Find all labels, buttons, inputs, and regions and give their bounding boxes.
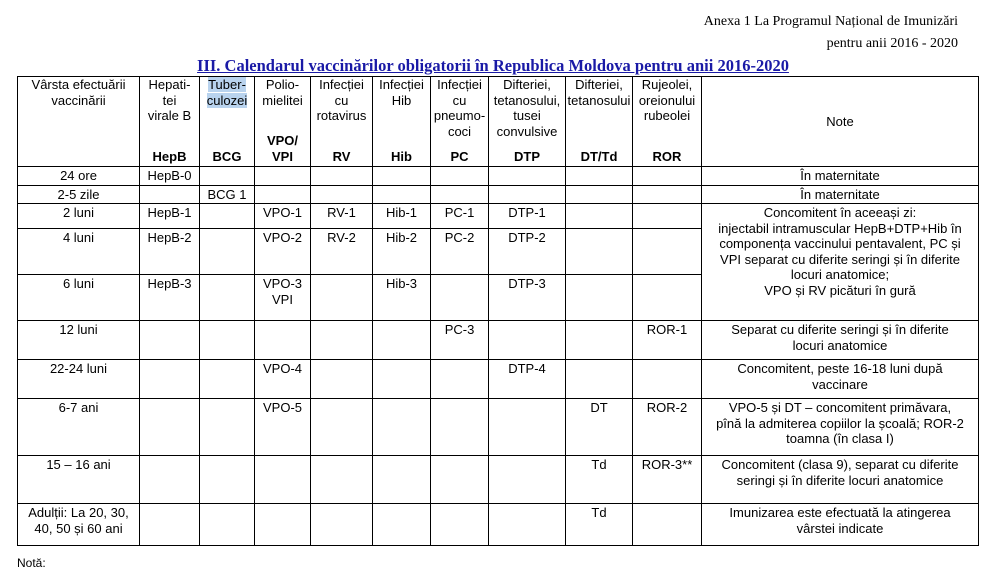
note-line: Concomitent (clasa 9), separat cu diferite [721,457,959,472]
cell-pc: PC-2 [431,229,489,275]
cell-empty [633,229,702,275]
cell-dtp: DTP-2 [489,229,566,275]
cell-empty [200,456,255,504]
note-line: componența vaccinului pentavalent, PC și [719,236,961,251]
note-line: Imunizarea este efectuată la atingerea [729,505,951,520]
note-line: pînă la admiterea copiilor la școală; ROR-2 [716,415,964,431]
cell-hepb: HepB-0 [140,167,200,186]
header-rv-l1: Infecției [319,77,364,92]
cell-note: În maternitate [702,167,979,186]
cell-empty [489,167,566,186]
cell-empty [489,185,566,204]
header-dtp-l3: tusei [513,108,541,123]
header-hib-l2: Hib [391,92,412,108]
header-pc-l1: Infecției [437,77,482,92]
table-row [18,204,979,229]
header-vpo-l1: Polio- [265,77,300,92]
cell-dtp: DTP-1 [489,204,566,229]
header-dttd-l1: Difteriei, [575,77,623,92]
annex-reference [704,11,958,55]
header-ror-l2: oreionului [638,92,696,108]
cell-empty [633,167,702,186]
cell-empty [431,504,489,546]
note-line: Separat cu diferite seringi și în diferite [731,322,949,337]
cell-empty [633,185,702,204]
table-row [18,167,979,186]
cell-note-infant-combined [702,204,979,321]
note-line: injectabil intramuscular HepB+DTP+Hib în [718,220,962,236]
header-ror-l1: Rujeolei, [641,77,693,92]
cell-age-line1: Adulții: La 20, 30, [28,505,129,520]
header-bcg-l2: culozei [206,92,248,108]
table-row [18,399,979,456]
cell-empty [373,504,431,546]
cell-empty [200,399,255,456]
cell-empty [140,360,200,399]
cell-dtp: DTP-3 [489,275,566,321]
cell-empty [200,275,255,321]
cell-empty [566,229,633,275]
cell-note [702,399,979,456]
cell-empty [373,399,431,456]
note-line: vârstei indicate [796,520,884,536]
header-dtp-l2: tetanosului, [493,92,561,108]
cell-empty [311,275,373,321]
cell-empty [311,185,373,204]
cell-age-line2: 40, 50 și 60 ani [34,520,123,536]
cell-empty [566,167,633,186]
header-age-label: Vârsta efectuării vaccinării [31,77,126,108]
cell-empty [431,456,489,504]
cell-empty [200,229,255,275]
table-row [18,185,979,204]
cell-age: 6 luni [18,275,140,321]
header-hepb-l1: Hepati- [148,77,191,92]
header-ror-l3: rubeolei [643,108,691,123]
cell-empty [255,456,311,504]
cell-vpo-line1: VPO-3 [262,276,302,291]
cell-empty [489,321,566,360]
table-row [18,321,979,360]
note-line: locuri anatomice; [790,267,890,282]
header-dtp-abbr: DTP [514,148,540,164]
cell-empty [431,185,489,204]
header-ror-abbr: ROR [652,148,682,164]
cell-hib: Hib-1 [373,204,431,229]
cell-empty [140,504,200,546]
cell-empty [140,456,200,504]
cell-empty [633,360,702,399]
header-rv-l3: rotavirus [316,108,367,123]
cell-empty [140,185,200,204]
header-note-label: Note [826,113,854,129]
header-hepb-l2: tei [162,92,177,108]
note-line: VPO și RV picături în gură [764,282,916,298]
cell-ror: ROR-3** [633,456,702,504]
header-pc-l4: coci [447,123,472,139]
cell-empty [489,456,566,504]
cell-empty [140,321,200,360]
cell-empty [200,360,255,399]
cell-vpo: VPO-2 [255,229,311,275]
cell-empty [200,321,255,360]
note-line: toamna (în clasa I) [786,431,894,446]
cell-age: 24 ore [18,167,140,186]
cell-pc: PC-1 [431,204,489,229]
cell-note [702,321,979,360]
cell-empty [566,360,633,399]
cell-empty [489,399,566,456]
cell-ror: ROR-2 [633,399,702,456]
cell-rv: RV-2 [311,229,373,275]
cell-empty [373,167,431,186]
cell-empty [373,185,431,204]
cell-hepb: HepB-1 [140,204,200,229]
cell-note [702,360,979,399]
cell-empty [311,360,373,399]
cell-note [702,456,979,504]
cell-age: 4 luni [18,229,140,275]
header-hib-abbr: Hib [391,148,412,164]
cell-pc: PC-3 [431,321,489,360]
cell-empty [200,504,255,546]
annex-line-2: pentru anii 2016 - 2020 [826,36,958,51]
cell-age: 15 – 16 ani [18,456,140,504]
annex-line-1: Anexa 1 La Programul Național de Imunizări [703,14,958,29]
header-dttd-l2: tetanosului [567,92,631,108]
header-hepb [140,77,200,167]
note-line: locuri anatomice [792,337,888,353]
note-line: VPI separat cu diferite seringi și în diferite [720,251,960,267]
cell-empty [311,167,373,186]
cell-empty [566,204,633,229]
cell-empty [566,321,633,360]
cell-empty [373,360,431,399]
cell-empty [200,204,255,229]
vaccination-schedule-table [17,76,979,546]
cell-vpo [255,275,311,321]
note-line: Concomitent, peste 16-18 luni după [737,361,943,376]
cell-age: 2 luni [18,204,140,229]
cell-vpo-line2: VPI [272,291,293,307]
header-pc [431,77,489,167]
header-row [18,77,979,167]
cell-dttd: Td [566,456,633,504]
cell-empty [633,204,702,229]
header-ror [633,77,702,167]
header-hepb-abbr: HepB [152,148,187,164]
header-vpo-l2: mielitei [262,92,303,108]
cell-empty [373,321,431,360]
header-bcg-abbr: BCG [212,148,242,164]
cell-note: În maternitate [702,185,979,204]
cell-empty [431,399,489,456]
footnote-label: Notă: [17,556,46,570]
cell-hib: Hib-3 [373,275,431,321]
cell-age [18,504,140,546]
header-dttd-abbr: DT/Td [580,148,618,164]
cell-empty [255,321,311,360]
cell-rv: RV-1 [311,204,373,229]
header-bcg [200,77,255,167]
header-hib [373,77,431,167]
cell-empty [140,399,200,456]
header-pc-abbr: PC [450,148,469,164]
cell-age: 2-5 zile [18,185,140,204]
cell-empty [566,185,633,204]
header-rv-abbr: RV [332,148,351,164]
cell-empty [255,185,311,204]
cell-ror: ROR-1 [633,321,702,360]
cell-vpo: VPO-4 [255,360,311,399]
header-vpo-abbr2: VPI [272,148,293,164]
header-rv [311,77,373,167]
note-line: Concomitent în aceeași zi: [763,205,917,220]
cell-empty [431,167,489,186]
header-pc-l3: pneumo- [433,108,486,123]
cell-dttd: Td [566,504,633,546]
cell-hepb: HepB-3 [140,275,200,321]
table-row [18,504,979,546]
header-hepb-l3: virale B [147,108,192,123]
cell-vpo: VPO-5 [255,399,311,456]
cell-empty [489,504,566,546]
cell-hib: Hib-2 [373,229,431,275]
header-note [702,77,979,167]
header-pc-l2: cu [452,92,467,108]
cell-empty [431,275,489,321]
cell-empty [633,275,702,321]
cell-empty [311,456,373,504]
cell-empty [311,504,373,546]
cell-empty [200,167,255,186]
cell-age: 6-7 ani [18,399,140,456]
header-dtp-l1: Difteriei, [503,77,551,92]
header-dtp-l4: convulsive [496,123,558,139]
cell-dttd: DT [566,399,633,456]
header-hib-l1: Infecției [379,77,424,92]
header-dttd [566,77,633,167]
cell-dtp: DTP-4 [489,360,566,399]
cell-empty [431,360,489,399]
cell-empty [311,321,373,360]
cell-age: 22-24 luni [18,360,140,399]
cell-vpo: VPO-1 [255,204,311,229]
header-vpo [255,77,311,167]
header-age [18,77,140,167]
cell-empty [255,504,311,546]
cell-empty [566,275,633,321]
document-title: III. Calendarul vaccinărilor obligatorii în Republica Moldova pentru anii 2016-2020 [197,56,789,75]
header-bcg-l1: Tuber- [208,77,246,92]
cell-empty [373,456,431,504]
cell-hepb: HepB-2 [140,229,200,275]
note-line: VPO-5 și DT – concomitent primăvara, [728,400,952,415]
table-row [18,456,979,504]
header-dtp [489,77,566,167]
cell-empty [311,399,373,456]
cell-empty [633,504,702,546]
header-rv-l2: cu [334,92,349,108]
table-row [18,360,979,399]
note-line: seringi și în diferite locuri anatomice [736,472,944,488]
cell-empty [255,167,311,186]
cell-bcg: BCG 1 [200,185,255,204]
cell-age: 12 luni [18,321,140,360]
cell-note [702,504,979,546]
note-line: vaccinare [812,376,868,392]
header-vpo-abbr1: VPO/ [266,133,299,148]
